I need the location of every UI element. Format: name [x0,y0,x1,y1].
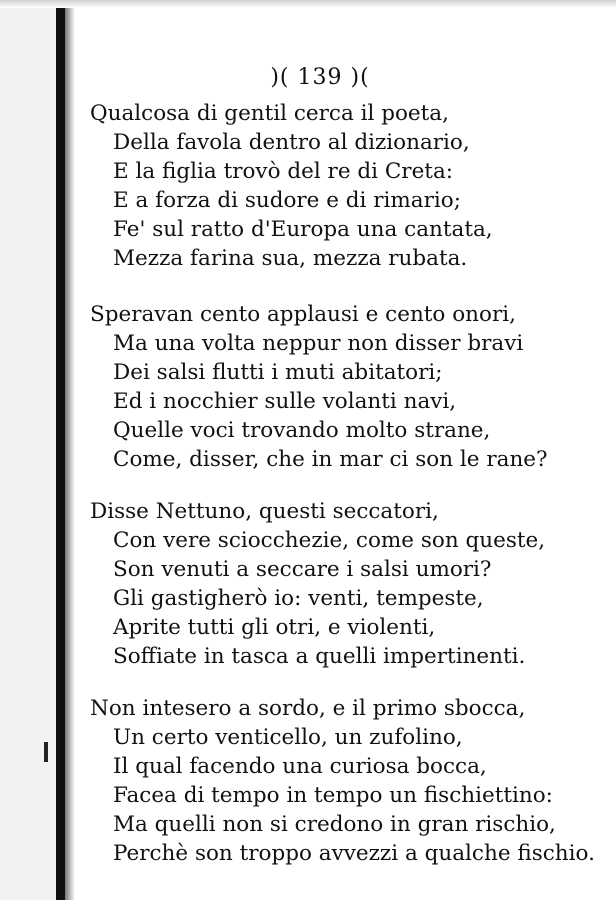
verse-line: Mezza farina sua, mezza rubata. [113,246,468,271]
verse-line: Speravan cento applausi e cento onori, [90,302,516,327]
verse-line: Ed i nocchier sulle volanti navi, [113,389,457,414]
verse-line: Della favola dentro al dizionario, [113,130,470,155]
verse-line: E la figlia trovò del re di Creta: [113,159,454,184]
verse-line: Con vere sciocchezie, come son queste, [113,528,546,553]
verse-line: Quelle voci trovando molto strane, [113,418,491,443]
verse-line: Soffiate in tasca a quelli impertinenti. [113,644,526,669]
verse-line: Facea di tempo in tempo un fischiettino: [113,783,553,808]
stanza-3 [90,497,610,671]
verse-line: Ma una volta neppur non disser bravi [113,331,524,356]
verse-line: Perchè son troppo avvezzi a qualche fischio. [113,841,595,866]
stanza-4 [90,694,610,868]
verse-line: Un certo venticello, un zufolino, [113,725,463,750]
verse-line: E a forza di sudore e di rimario; [113,188,461,213]
verse-line: Il qual facendo una curiosa bocca, [113,754,487,779]
stanza-2 [90,300,610,474]
page-number: )( 139 )( [270,65,370,90]
verse-line: Ma quelli non si credono in gran rischio, [113,812,556,837]
spine-fade [65,0,75,900]
verse-line: Fe' sul ratto d'Europa una cantata, [113,217,493,242]
verse-line: Aprite tutti gli otri, e violenti, [113,615,436,640]
verse-line: Come, disser, che in mar ci son le rane? [113,447,548,472]
page-top-edge [0,0,616,8]
page-gutter [0,0,58,900]
verse-line: Gli gastigherò io: venti, tempeste, [113,586,484,611]
book-spine-shadow [56,0,65,900]
verse-line: Disse Nettuno, questi seccatori, [90,499,439,524]
verse-line: Dei salsi flutti i muti abitatori; [113,360,443,385]
verse-line: Son venuti a seccare i salsi umori? [113,557,492,582]
stanza-1 [90,99,610,273]
verse-line: Non intesero a sordo, e il primo sbocca, [90,696,526,721]
verse-line: Qualcosa di gentil cerca il poeta, [90,101,449,126]
margin-mark [44,742,48,762]
